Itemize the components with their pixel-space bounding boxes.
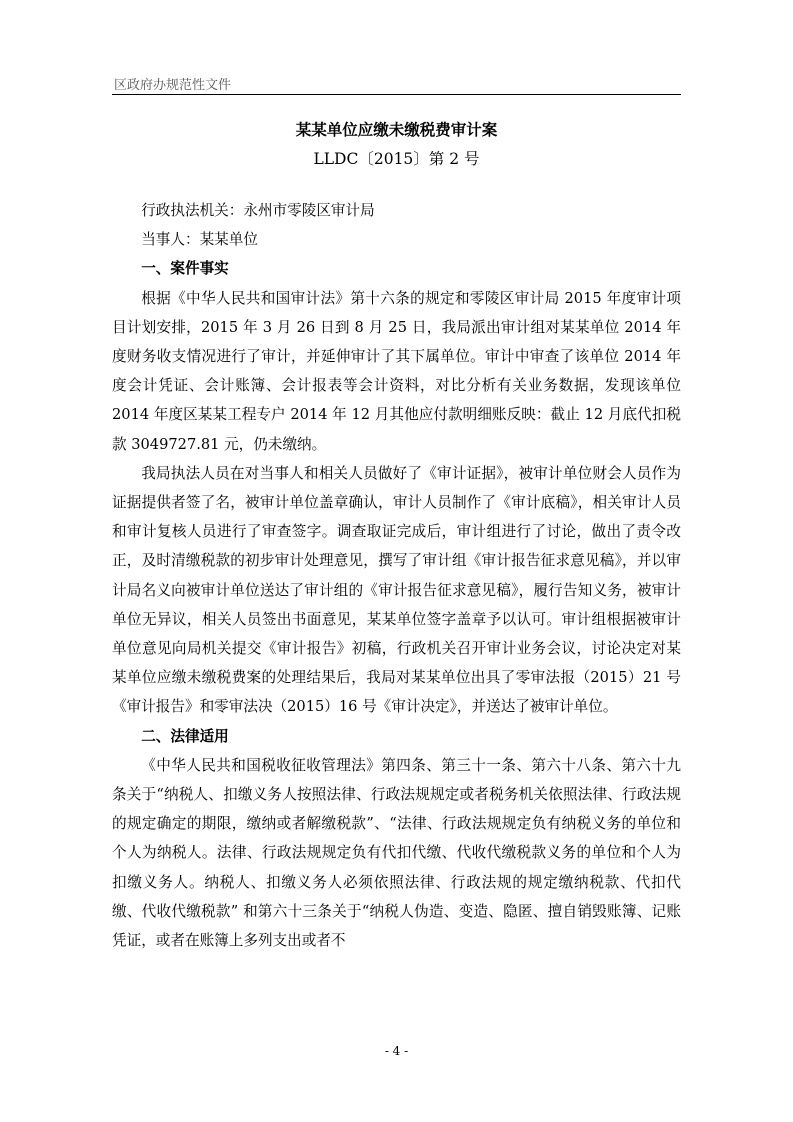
header-divider (112, 94, 681, 95)
party-line: 当事人：某某单位 (141, 231, 258, 249)
section-heading-law: 二、法律适用 (141, 727, 229, 745)
authority-line: 行政执法机关：永州市零陵区审计局 (141, 202, 375, 219)
section-heading-facts: 一、案件事实 (141, 260, 229, 278)
document-number: LLDC〔2015〕第 2 号 (313, 150, 480, 168)
page-number: - 4 - (384, 1044, 409, 1058)
facts-paragraph-2: 我局执法人员在对当事人和相关人员做好了《审计证据》，被审计单位财会人员作为证据提供者签了名，被审计单位盖章确认，审计人员制作了《审计底稿》，相关审计人员和审计复核人员进行了审查签字。调查取证完成后，审计组进行了讨论，做出了责令改正，及时清缴税款的初步审计处理意见，撰写了审计组《审计报告征求意见稿》，并以审计局名义向被审计单位送达了审计组的《审计报告征求意见稿》，履行告知义务，被审计单位无异议，相关人员签出书面意见，某某单位签字盖章予以认可。审计组根据被审计单位意见向局机关提交《审计报告》初稿，行政机关召开审计业务会议，讨论决定对某某单位应缴未缴税费案的处理结果后，我局对某某单位出具了零审法报（2015）21 号《审计报告》和零审法决（2015）16 号《审计决定》，并送达了被审计单位。 (112, 464, 681, 716)
document-category-header: 区政府办规范性文件 (114, 78, 232, 93)
document-title: 某某单位应缴未缴税费审计案 (295, 121, 498, 139)
document-body (112, 196, 681, 955)
law-paragraph-1: 《中华人民共和国税收征收管理法》第四条、第三十一条、第六十八条、第六十九条关于“纳税人、扣缴义务人按照法律、行政法规规定或者税务机关依照法律、行政法规的规定确定的期限，缴纳或者解缴税款”、“法律、行政法规规定负有纳税义务的单位和个人为纳税人。法律、行政法规规定负有代扣代缴、代收代缴税款义务的单位和个人为扣缴义务人。纳税人、扣缴义务人必须依照法律、行政法规的规定缴纳税款、代扣代缴、代收代缴税款” 和第六十三条关于“纳税人伪造、变造、隐匿、擅自销毁账簿、记账凭证，或者在账簿上多列支出或者不 (112, 756, 681, 950)
facts-paragraph-1: 根据《中华人民共和国审计法》第十六条的规定和零陵区审计局 2015 年度审计项目计划安排，2015 年 3 月 26 日到 8 月 25 日，我局派出审计组对某某单位 2014 年度财务收支情况进行了审计，并延伸审计了其下属单位。审计中审查了该单位 2014 年度会计凭证、会计账簿、会计报表等会计资料，对比分析有关业务数据，发现该单位 2014 年度区某某工程专户 2014 年 12 月其他应付款明细账反映：截止 12 月底代扣税款 3049727.81 元，仍未缴纳。 (112, 289, 681, 453)
